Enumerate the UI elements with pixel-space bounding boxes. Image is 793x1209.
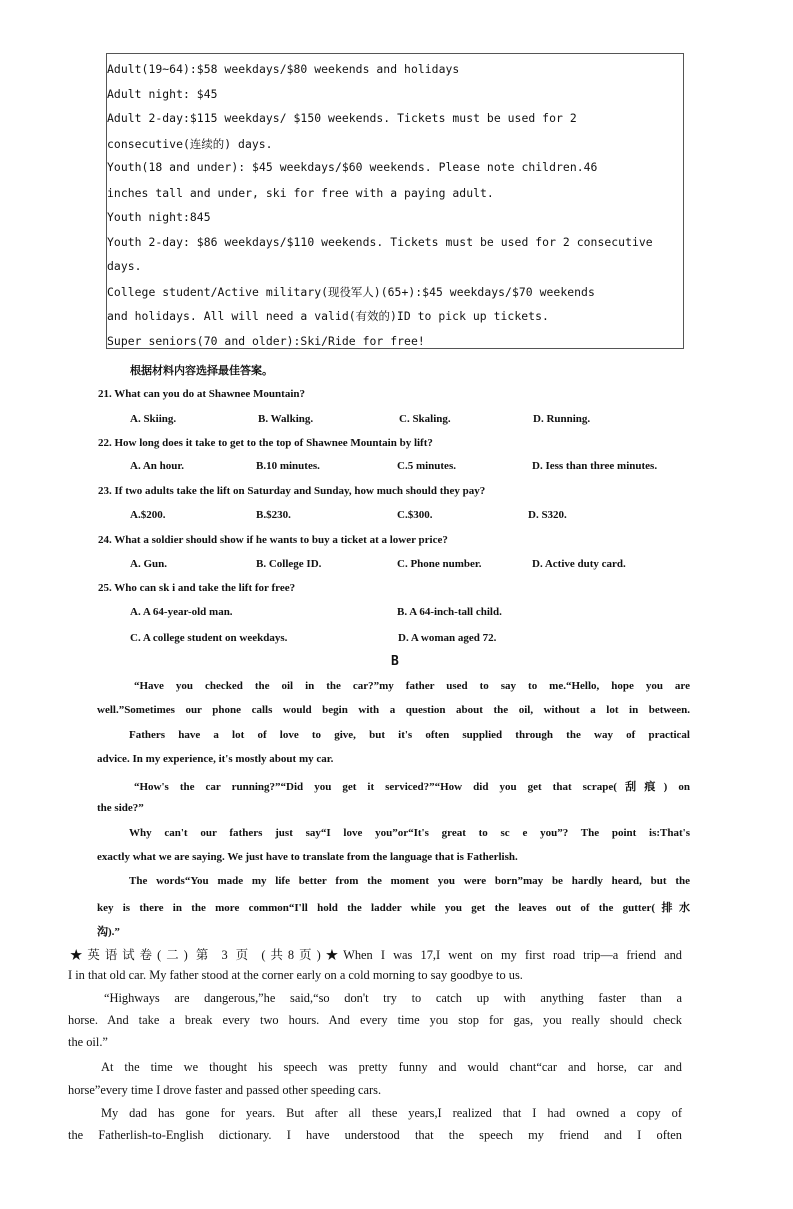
question-23-stem: 23. If two adults take the lift on Saturday and Sunday, how much should they pay?	[98, 485, 486, 497]
question-25-stem: 25. Who can sk i and take the lift for free?	[98, 582, 296, 594]
passage-line: “How's the car running?”“Did you get it serviced?”“How did you get that scrape(刮痕) on	[134, 781, 690, 793]
option-25d: D. A woman aged 72.	[398, 632, 497, 644]
passage-line: exactly what we are saying. We just have to translate from the language that is Fatherlish.	[97, 851, 518, 863]
ticket-line: College student/Active military(现役军人)(65+):$45 weekdays/$70 weekends	[107, 285, 595, 299]
page-footer-line: ★英语试卷(二) 第 3 页 (共8页)★When I was 17,I went on my first road trip—a friend and	[70, 948, 682, 962]
passage-line: horse. And take a break every two hours. And every time you stop for gas, you really should check	[68, 1013, 682, 1027]
passage-line: horse”every time I drove faster and passed other speeding cars.	[68, 1083, 382, 1097]
ticket-line: days.	[107, 259, 142, 273]
ticket-line: Youth 2-day: $86 weekdays/$110 weekends. Tickets must be used for 2 consecutive	[107, 235, 653, 249]
ticket-line: inches tall and under, ski for free with a paying adult.	[107, 186, 494, 200]
option-24d: D. Active duty card.	[532, 558, 626, 570]
question-21-stem: 21. What can you do at Shawnee Mountain?	[98, 388, 305, 400]
passage-line: At the time we thought his speech was pretty funny and would chant“car and horse, car and	[101, 1060, 682, 1074]
passage-line: advice. In my experience, it's mostly about my car.	[97, 753, 334, 765]
passage-line: “Have you checked the oil in the car?”my father used to say to me.“Hello, hope you are	[134, 680, 690, 692]
option-23a: A.$200.	[130, 509, 166, 521]
option-21d: D. Running.	[533, 413, 591, 425]
passage-line: key is there in the more common“I'll hold the ladder while you get the leaves out of the gutter(排水	[97, 902, 690, 914]
option-23c: C.$300.	[397, 509, 433, 521]
option-22d: D. Iess than three minutes.	[532, 460, 658, 472]
option-22b: B.10 minutes.	[256, 460, 320, 472]
passage-line: The words“You made my life better from the moment you were born”may be hardly heard, but the	[129, 875, 690, 887]
option-24c: C. Phone number.	[397, 558, 482, 570]
ticket-line: Youth(18 and under): $45 weekdays/$60 weekends. Please note children.46	[107, 160, 598, 174]
option-23d: D. S320.	[528, 509, 567, 521]
section-label-b: B	[391, 654, 399, 669]
passage-line: the oil.”	[68, 1035, 108, 1049]
ticket-line: Adult night: $45	[107, 87, 218, 101]
option-21a: A. Skiing.	[130, 413, 177, 425]
instruction-text: 根据材料内容选择最佳答案。	[130, 364, 273, 377]
passage-line: Fathers have a lot of love to give, but it's often supplied through the way of practical	[129, 729, 690, 741]
passage-line: the Fatherlish-to-English dictionary. I have understood that the speech my friend and I often	[68, 1128, 682, 1142]
option-21c: C. Skaling.	[399, 413, 451, 425]
passage-line: I in that old car. My father stood at the corner early on a cold morning to say goodbye to us.	[68, 968, 523, 982]
option-24b: B. College ID.	[256, 558, 322, 570]
option-23b: B.$230.	[256, 509, 291, 521]
ticket-line: Adult(19~64):$58 weekdays/$80 weekends and holidays	[107, 62, 460, 76]
ticket-line: Super seniors(70 and older):Ski/Ride for free!	[107, 334, 425, 348]
question-22-stem: 22. How long does it take to get to the top of Shawnee Mountain by lift?	[98, 437, 433, 449]
ticket-line: and holidays. All will need a valid(有效的)ID to pick up tickets.	[107, 309, 549, 323]
ticket-line: consecutive(连续的) days.	[107, 137, 273, 151]
option-21b: B. Walking.	[258, 413, 314, 425]
passage-line: 沟).”	[97, 926, 120, 938]
option-25b: B. A 64-inch-tall child.	[397, 606, 502, 618]
passage-line: My dad has gone for years. But after all these years,I realized that I had owned a copy of	[101, 1106, 682, 1120]
passage-line: Why can't our fathers just say“I love you”or“It's great to sc e you”? The point is:That's	[129, 827, 690, 839]
option-24a: A. Gun.	[130, 558, 167, 570]
option-25c: C. A college student on weekdays.	[130, 632, 288, 644]
ticket-line: Youth night:845	[107, 210, 211, 224]
question-24-stem: 24. What a soldier should show if he wants to buy a ticket at a lower price?	[98, 534, 448, 546]
option-25a: A. A 64-year-old man.	[130, 606, 233, 618]
option-22a: A. An hour.	[130, 460, 185, 472]
passage-line: well.”Sometimes our phone calls would begin with a question about the oil, without a lot in between.	[97, 704, 690, 716]
passage-line: the side?”	[97, 802, 144, 814]
option-22c: C.5 minutes.	[397, 460, 456, 472]
ticket-line: Adult 2-day:$115 weekdays/ $150 weekends. Tickets must be used for 2	[107, 111, 577, 125]
passage-line: “Highways are dangerous,”he said,“so don't try to catch up with anything faster than a	[104, 991, 682, 1005]
